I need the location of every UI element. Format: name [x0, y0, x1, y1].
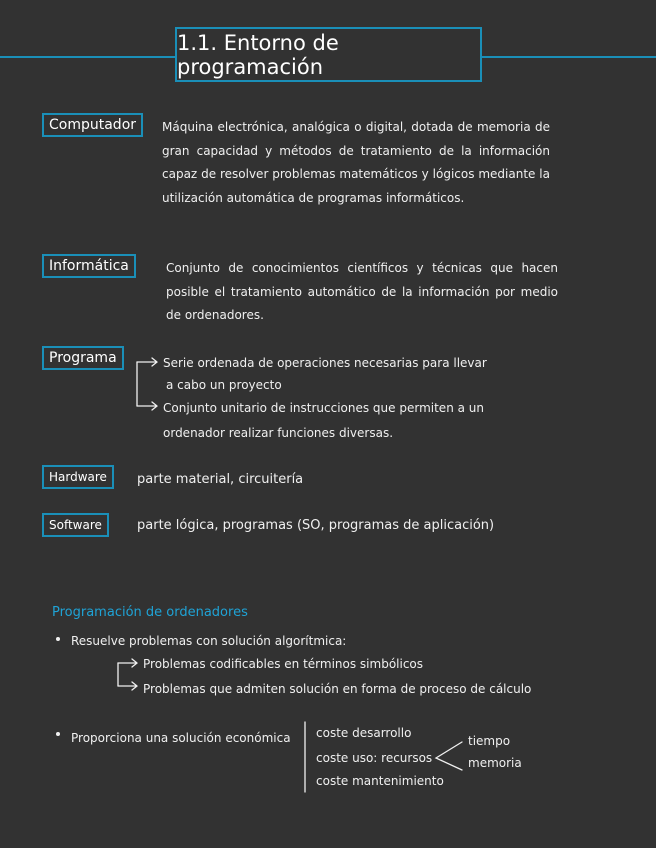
programa-branch-2: Conjunto unitario de instrucciones que permiten a un — [163, 401, 484, 415]
programa-branch-1: Serie ordenada de operaciones necesarias para llevar — [163, 356, 487, 370]
bullet-resuelve: Resuelve problemas con solución algorítmica: — [71, 634, 347, 648]
cost-desarrollo: coste desarrollo — [316, 726, 412, 740]
term-software: Software — [42, 513, 109, 537]
angle-bracket-icon — [436, 742, 462, 770]
section-title: Programación de ordenadores — [52, 605, 248, 620]
branch-arrow-icon — [137, 358, 157, 366]
programa-branch-1-cont: a cabo un proyecto — [166, 378, 282, 392]
definition-software: parte lógica, programas (SO, programas de aplicación) — [137, 518, 495, 533]
term-hardware: Hardware — [42, 465, 114, 489]
cost-uso: coste uso: recursos — [316, 751, 433, 765]
page-title: 1.1. Entorno de programación — [175, 27, 482, 82]
resource-memoria: memoria — [468, 756, 522, 770]
programa-branch-2-cont: ordenador realizar funciones diversas. — [163, 426, 394, 440]
bullet-proporciona: Proporciona una solución económica — [71, 731, 291, 745]
cost-mantenimiento: coste mantenimiento — [316, 774, 444, 788]
sub-item-calculo: Problemas que admiten solución en forma de proceso de cálculo — [143, 682, 532, 696]
definition-hardware: parte material, circuitería — [137, 472, 304, 487]
branch-arrow-icon — [137, 402, 157, 410]
term-computador: Computador — [42, 113, 143, 137]
sub-item-codificables: Problemas codificables en términos simbólicos — [143, 657, 424, 671]
branch-arrow-icon — [118, 682, 137, 690]
definition-informatica: Conjunto de conocimientos científicos y técnicas que hacen posible el tratamiento automático de la información por medio de ordenadores. — [166, 261, 558, 322]
term-informatica: Informática — [42, 254, 136, 278]
definition-computador: Máquina electrónica, analógica o digital, dotada de memoria de gran capacidad y métodos de tratamiento de la información capaz de resolver problemas matemáticos y lógicos mediante la utilización automática de programas informáticos. — [162, 120, 550, 205]
branch-arrow-icon — [118, 659, 137, 667]
term-programa: Programa — [42, 346, 124, 370]
resource-tiempo: tiempo — [468, 734, 511, 748]
